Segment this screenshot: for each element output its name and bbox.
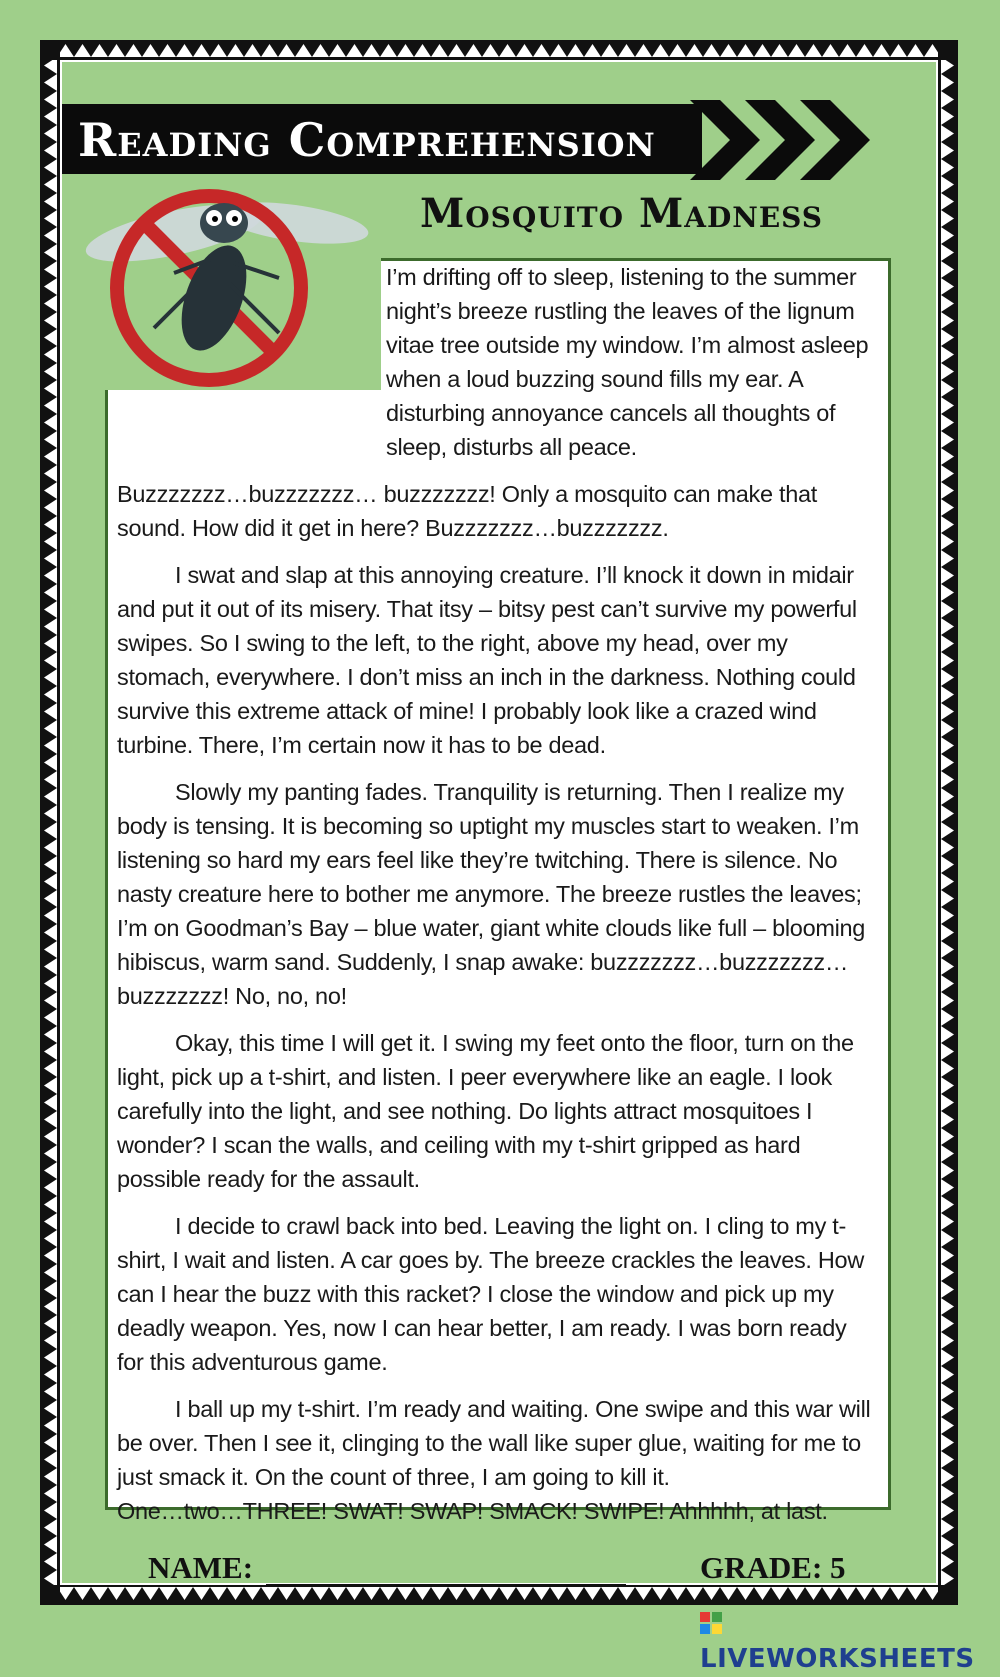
- paragraph-2: Buzzzzzzz…buzzzzzzz… buzzzzzzz! Only a mosquito can make that sound. How did it get in here? Buzzzzzzz…buzzzzzzz.: [117, 481, 817, 541]
- liveworksheets-watermark: [700, 1605, 996, 1674]
- liveworksheets-logo-icon: [700, 1612, 722, 1634]
- paragraph-3: I swat and slap at this annoying creature. I’ll knock it down in midair and put it out of its misery. That itsy – bitsy pest can’t survive my powerful swipes. So I swing to the left, to the right, above my head, over my stomach, everywhere. I don’t miss an inch in the darkness. Nothing could survive this extreme attack of mine! I probably look like a crazed wind turbine. There, I’m certain now it has to be dead.: [117, 562, 857, 758]
- name-input-line[interactable]: [266, 1584, 626, 1586]
- paragraph-1-text: I’m drifting off to sleep, listening to the summer night’s breeze rustling the leaves of the lignum vitae tree outside my window. I’m almost asleep when a loud buzzing sound fills my ear. A disturbing annoyance cancels all thoughts of sleep, disturbs all peace.: [386, 264, 869, 460]
- grade-label: GRADE: 5: [700, 1550, 846, 1585]
- watermark-text: LIVEWORKSHEETS: [700, 1644, 975, 1674]
- page-title: Reading Comprehension: [78, 113, 656, 167]
- paragraph-4: Slowly my panting fades. Tranquility is returning. Then I realize my body is tensing. It is becoming so uptight my muscles start to weaken. I’m listening so hard my ears feel like they’re twitching. There is silence. No nasty creature here to bother me anymore. The breeze rustles the leaves; I’m on Goodman’s Bay – blue water, giant white clouds like full – blooming hibiscus, warm sand. Suddenly, I snap awake: buzzzzzzz…buzzzzzzz… buzzzzzzz! No, no, no!: [117, 779, 866, 1009]
- story-text: [117, 260, 879, 1541]
- chevron-arrows-icon: [690, 100, 900, 180]
- paragraph-5: Okay, this time I will get it. I swing my feet onto the floor, turn on the light, pick up a t-shirt, and listen. I peer everywhere like an eagle. I look carefully into the light, and see nothing. Do lights attract mosquitoes I wonder? I scan the walls, and ceiling with my t-shirt gripped as hard possible ready for the assault.: [117, 1030, 854, 1192]
- story-title: Mosquito Madness: [420, 190, 823, 237]
- paragraph-7: I ball up my t-shirt. I’m ready and waiting. One swipe and this war will be over. Then I see it, clinging to the wall like super glue, waiting for me to just smack it. On the count of three, I am going to kill it.: [117, 1396, 871, 1490]
- paragraph-1: [117, 260, 879, 464]
- paragraph-6: I decide to crawl back into bed. Leaving the light on. I cling to my t-shirt, I wait and listen. A car goes by. The breeze crackles the leaves. How can I hear the buzz with this racket? I close the window and pick up my deadly weapon. Yes, now I can hear better, I am ready. I was born ready for this adventurous game.: [117, 1213, 864, 1375]
- paragraph-7-ending: One…two…THREE! SWAT! SWAP! SMACK! SWIPE! Ahhhhh, at last.: [117, 1498, 828, 1524]
- name-label: NAME:: [148, 1550, 254, 1585]
